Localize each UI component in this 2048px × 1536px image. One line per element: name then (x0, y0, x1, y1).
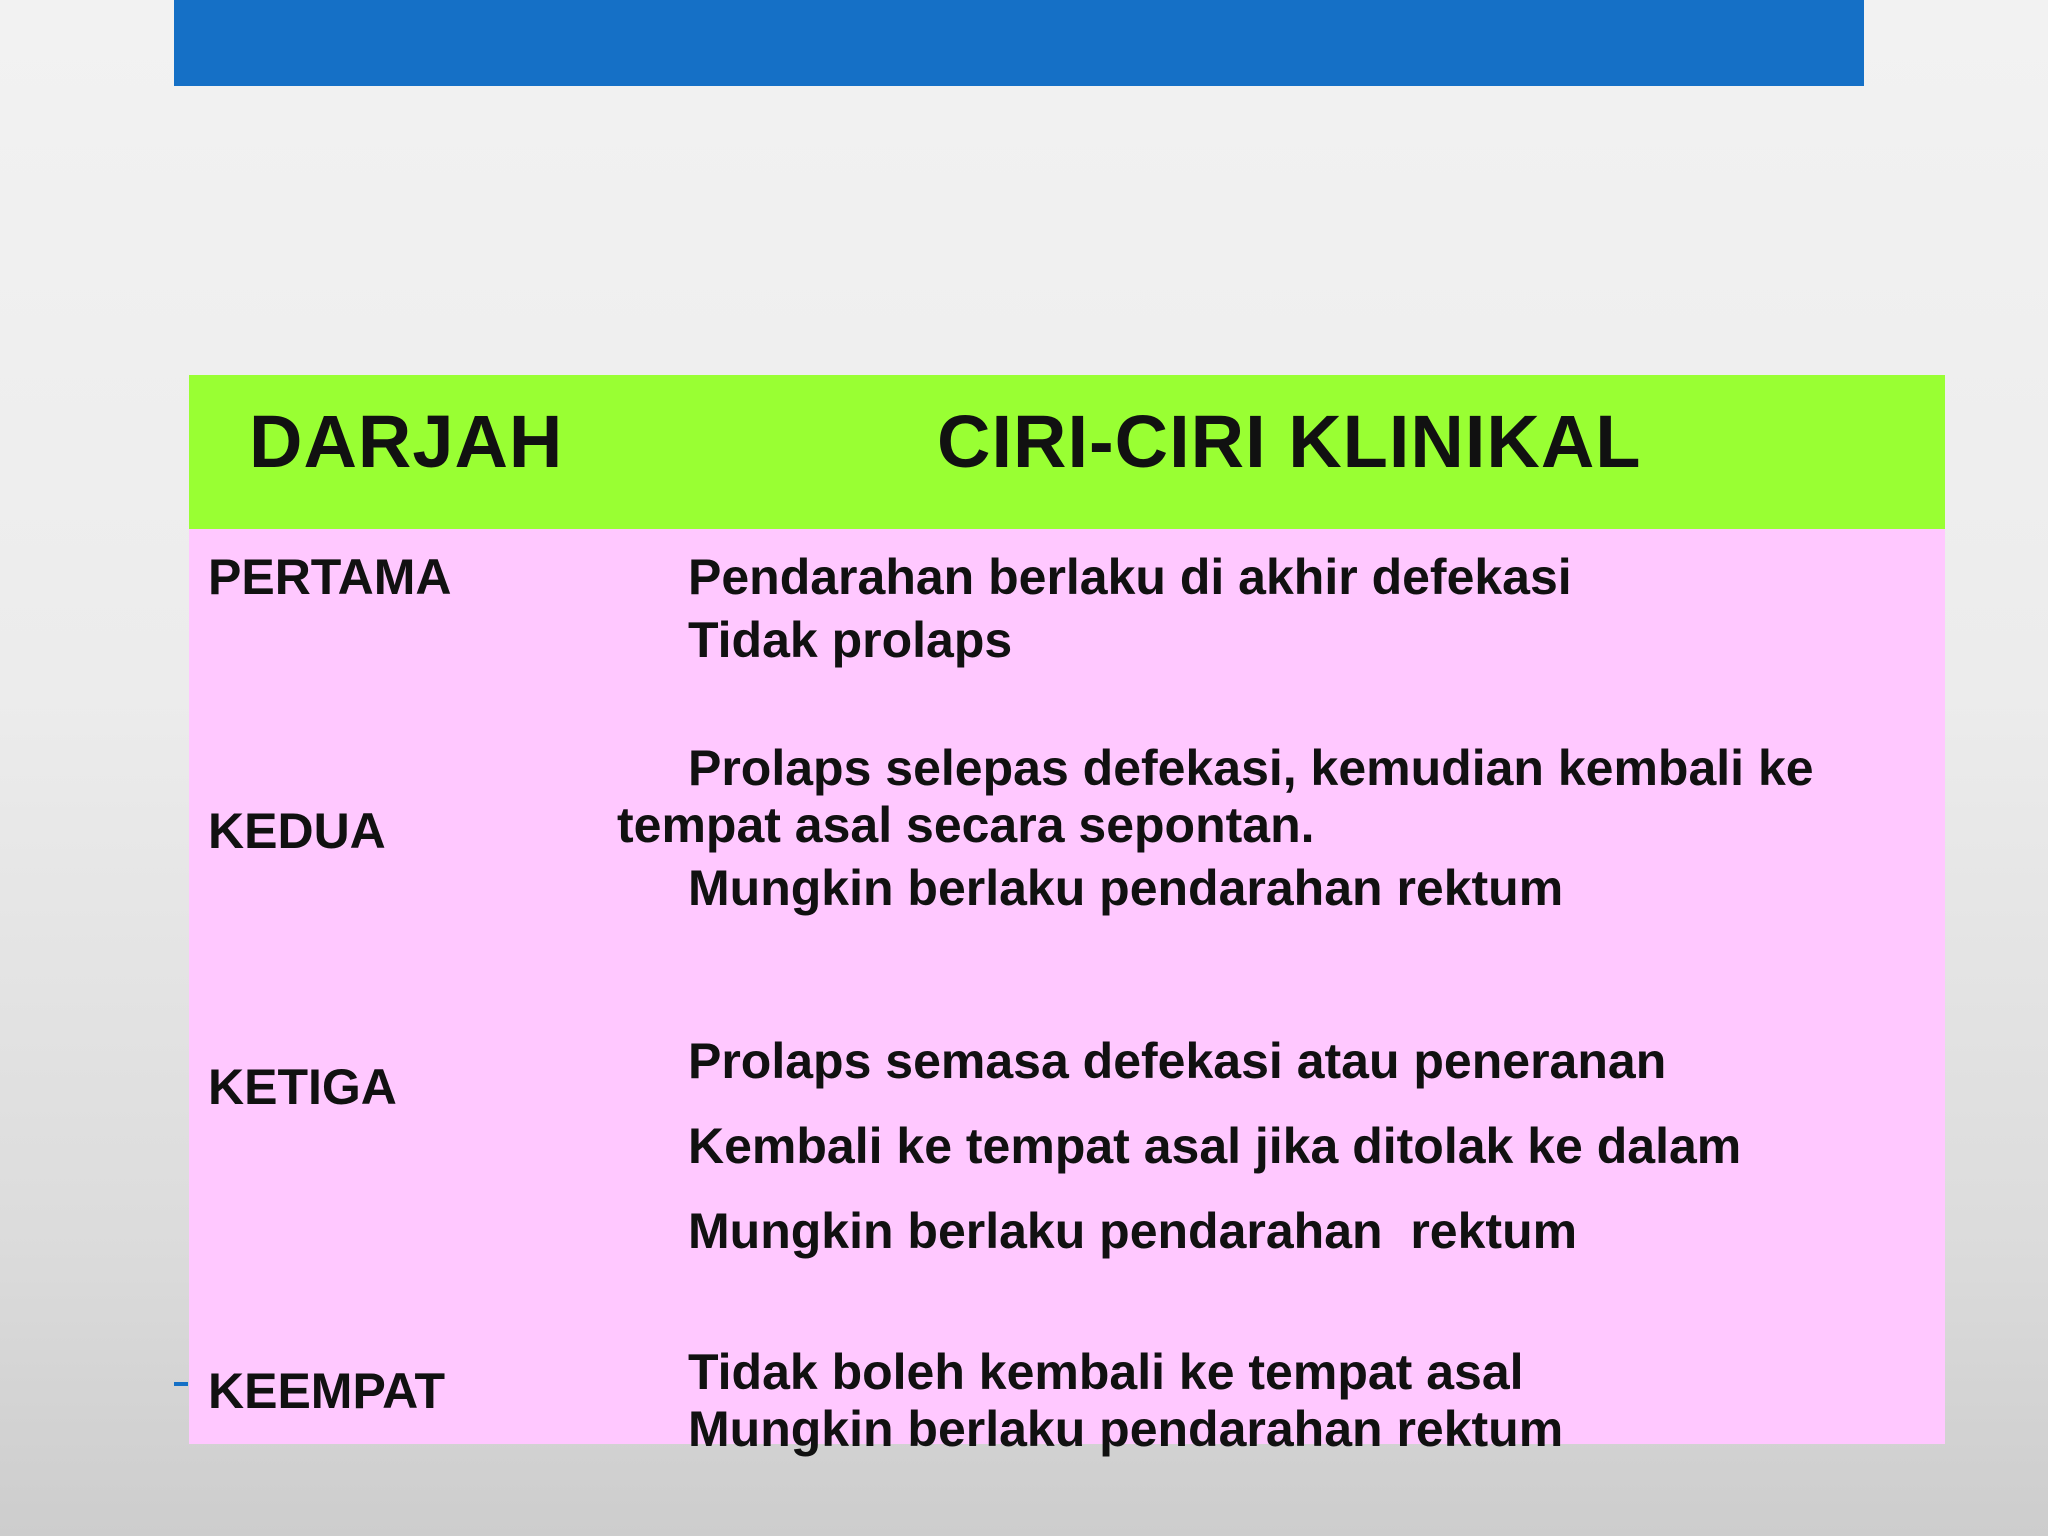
grade-label-first: PERTAMA (208, 549, 452, 605)
table-header-row (189, 375, 1945, 529)
grade-label-third: KETIGA (208, 1059, 397, 1115)
feature-line: Prolaps selepas defekasi, kemudian kembali ke (688, 740, 1814, 796)
header-clinical-features: CIRI-CIRI KLINIKAL (937, 400, 1642, 483)
grade-label-second: KEDUA (208, 803, 386, 859)
feature-line: Tidak prolaps (688, 612, 1013, 668)
feature-line: Prolaps semasa defekasi atau peneranan (688, 1033, 1667, 1089)
feature-line: tempat asal secara sepontan. (617, 797, 1315, 853)
feature-line: Mungkin berlaku pendarahan rektum (688, 860, 1564, 916)
hemorrhoid-grade-table (189, 375, 1945, 1457)
grade-label-fourth: KEEMPAT (208, 1363, 446, 1419)
decorative-dash (174, 1382, 188, 1386)
feature-line: Tidak boleh kembali ke tempat asal (688, 1344, 1524, 1400)
feature-line: Mungkin berlaku pendarahan rektum (688, 1401, 1564, 1457)
header-grade: DARJAH (249, 400, 564, 483)
feature-line: Mungkin berlaku pendarahan rektum (688, 1203, 1578, 1259)
feature-line: Kembali ke tempat asal jika ditolak ke dalam (688, 1118, 1742, 1174)
title-bar (174, 0, 1864, 86)
feature-line: Pendarahan berlaku di akhir defekasi (688, 549, 1572, 605)
